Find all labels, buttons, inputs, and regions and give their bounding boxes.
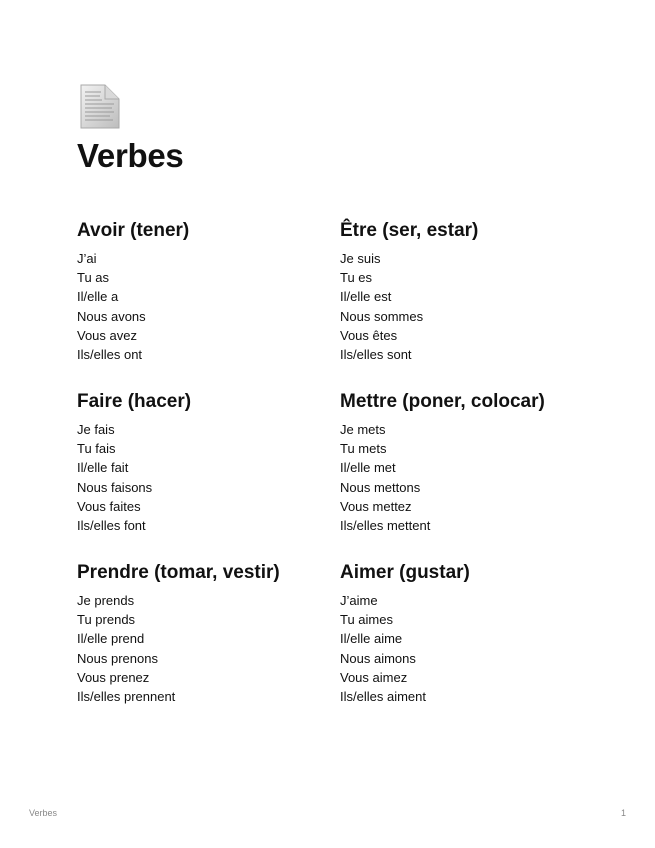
conjugation-form: Il/elle fait: [77, 460, 129, 476]
conjugation-list: [340, 249, 590, 364]
conjugation-form: Nous avons: [77, 308, 146, 324]
conjugation-list: [77, 420, 327, 535]
verb-block-mettre: [340, 389, 620, 535]
verb-block-prendre: [77, 560, 327, 706]
verb-heading: Mettre (poner, colocar): [340, 391, 545, 412]
conjugation-form: Tu mets: [340, 441, 387, 457]
conjugation-form: Je fais: [77, 422, 115, 437]
conjugation-form: Vous avez: [77, 327, 137, 343]
page-title: Verbes: [77, 137, 184, 174]
conjugation-form: Je prends: [77, 593, 135, 608]
conjugation-list: [340, 420, 620, 535]
verb-block-avoir: [77, 218, 327, 364]
conjugation-form: Vous mettez: [340, 498, 412, 514]
verb-heading: Avoir (tener): [77, 220, 190, 241]
verb-heading: Aimer (gustar): [340, 562, 470, 583]
conjugation-form: Vous êtes: [340, 327, 398, 343]
conjugation-form: Vous prenez: [77, 669, 150, 685]
conjugation-form: J’aime: [340, 593, 378, 608]
conjugation-form: Tu as: [77, 270, 110, 286]
conjugation-form: Il/elle met: [340, 460, 396, 476]
conjugation-form: Vous aimez: [340, 669, 408, 685]
footer-document-title: Verbes: [29, 808, 58, 818]
conjugation-form: Ils/elles font: [77, 518, 146, 534]
verb-heading: Être (ser, estar): [340, 220, 479, 241]
verb-block-etre: [340, 218, 590, 364]
conjugation-form: Vous faites: [77, 498, 141, 514]
conjugation-form: Je suis: [340, 251, 381, 266]
conjugation-list: [77, 591, 327, 706]
conjugation-form: Il/elle aime: [340, 631, 403, 647]
conjugation-form: Tu prends: [77, 612, 136, 628]
conjugation-form: Nous aimons: [340, 650, 416, 666]
conjugation-form: Tu fais: [77, 441, 116, 457]
conjugation-form: Tu es: [340, 270, 373, 286]
conjugation-form: Nous mettons: [340, 479, 421, 495]
conjugation-form: Ils/elles prennent: [77, 689, 176, 705]
verb-block-faire: [77, 389, 327, 535]
conjugation-form: Ils/elles aiment: [340, 689, 426, 705]
conjugation-form: Ils/elles sont: [340, 347, 412, 363]
verb-heading: Faire (hacer): [77, 391, 192, 412]
conjugation-list: [340, 591, 590, 706]
conjugation-form: Nous sommes: [340, 308, 424, 324]
conjugation-form: Il/elle prend: [77, 631, 145, 647]
conjugation-form: Il/elle a: [77, 289, 119, 305]
conjugation-form: J’ai: [77, 251, 97, 266]
conjugation-form: Nous faisons: [77, 479, 153, 495]
conjugation-form: Ils/elles mettent: [340, 518, 431, 534]
conjugation-form: Je mets: [340, 422, 386, 437]
conjugation-form: Tu aimes: [340, 612, 393, 628]
conjugation-form: Nous prenons: [77, 650, 158, 666]
document-icon: [80, 84, 120, 129]
footer-page-number: 1: [620, 808, 626, 818]
conjugation-form: Ils/elles ont: [77, 347, 143, 363]
verb-heading: Prendre (tomar, vestir): [77, 562, 280, 583]
verb-block-aimer: [340, 560, 590, 706]
conjugation-form: Il/elle est: [340, 289, 392, 305]
conjugation-list: [77, 249, 327, 364]
